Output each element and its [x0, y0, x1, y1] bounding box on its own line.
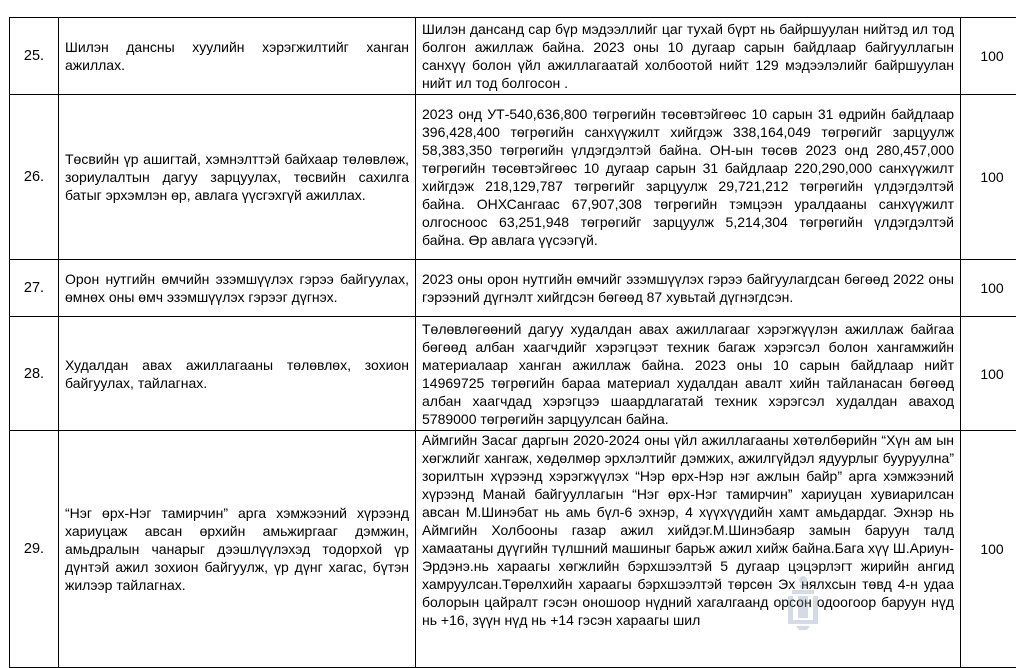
- result-text: 2023 онд УТ-540,636,800 төгрөгийн төсөвтэйгөөс 10 сарын 31 өдрийн байдлаар 396,428,400 төгрөгийн санхүүжилт хийгдэж 338,164,049 төгрөгийг зарцуулж 58,383,350 төгрөгийн үлдэгдэлтэй байна. ОН-ын төсөв 2023 онд 280,457,000 төгрөгийн төсөвтэйгөөс 10 дугаар сарын 31 байдлаар 220,290,000 санхүүжилт хийгдэж 218,129,787 төгрөгийг зарцуулж 29,721,212 төгрөгийн үлдэгдэлтэй байна. ОНХСангаас 67,907,308 төгрөгийн тэмцээн уралдааны санхүүжилт олгосноос 63,251,948 төгрөгийг зарцуулж 5,214,304 төгрөгийн үлдэгдэлтэй байна. Өр авлага үүсээгүй.: [422, 105, 954, 249]
- score-value: 100: [961, 431, 1016, 668]
- table-row: [10, 18, 1016, 95]
- result-text: Төлөвлөгөөний дагуу худалдан авах ажиллагааг хэрэгжүүлэн ажиллаж байгаа бөгөөд албан хаагчдийг хэрэгцээт техник багаж хэрэгсэл болон хангамжийн материалаар ханган ажиллаж байна. 2023 оны 10 сарын байдлаар нийт 14969725 төгрөгийн бараа материал худалдан авалт хийн тайланасан бөгөөд албан хаагчдад хэрэгцээ шаардлагатай техник хэрэгсэл худалдан аваход 5789000 төгрөгийн зарцуулсан байна.: [422, 320, 954, 428]
- row-number: 29.: [10, 431, 59, 668]
- score-value: 100: [961, 18, 1016, 95]
- score-value: 100: [961, 95, 1016, 260]
- result-text: Шилэн дансанд сар бүр мэдээллийг цаг тухай бүрт нь байршуулан нийтэд ил тод болгон ажиллаж байна. 2023 оны 10 дугаар сарын байдлаар байгууллагын санхүү болон үйл ажиллагаатай холбоотой нийт 129 мэдээлэлийг байршуулан нийт ил тод болгосон .: [422, 20, 954, 92]
- result-description: [416, 18, 961, 95]
- task-description: Шилэн дансны хуулийн хэрэгжилтийг ханган ажиллах.: [59, 18, 416, 95]
- result-description: [416, 431, 961, 668]
- task-description: “Нэг өрх-Нэг тамирчин” арга хэмжээний хүрээнд хариуцаж авсан өрхийн амьжиргааг дэмжин, амьдралын чанарыг дээшлүүлэхэд тодорхой үр дүнтэй ажил зохион байгуулж, үр дүнг хагас, бүтэн жилээр тайлагнах.: [59, 431, 416, 668]
- result-description: [416, 260, 961, 317]
- table-row: [10, 431, 1016, 668]
- task-description: Төсвийн үр ашигтай, хэмнэлттэй байхаар төлөвлөж, зориулалтын дагуу зарцуулах, төсвийн сахилга батыг эрхэмлэн өр, авлага үүсгэхгүй ажиллах.: [59, 95, 416, 260]
- result-description: [416, 95, 961, 260]
- row-number: 28.: [10, 317, 59, 431]
- score-value: 100: [961, 317, 1016, 431]
- result-description: [416, 317, 961, 431]
- table-row: [10, 317, 1016, 431]
- report-table: [9, 17, 1016, 668]
- seal-emblem: [788, 576, 818, 630]
- table-row: [10, 95, 1016, 260]
- seal-watermark-icon: [778, 572, 828, 632]
- row-number: 25.: [10, 18, 59, 95]
- row-number: 26.: [10, 95, 59, 260]
- task-description: Худалдан авах ажиллагааны төлөвлөх, зохион байгуулах, тайлагнах.: [59, 317, 416, 431]
- task-description: Орон нутгийн өмчийн эзэмшүүлэх гэрээ байгуулах, өмнөх оны өмч эзэмшүүлэх гэрээг дүгнэх.: [59, 260, 416, 317]
- result-text: 2023 оны орон нутгийн өмчийг эзэмшүүлэх гэрээ байгуулагдсан бөгөөд 2022 оны гэрээний дүгнэлт хийгдсэн бөгөөд 87 хувьтай дүгнэгдсэн.: [422, 270, 954, 306]
- table-row: [10, 260, 1016, 317]
- result-text: Аймгийн Засаг даргын 2020-2024 оны үйл ажиллагааны хөтөлбөрийн “Хүн ам ын хөгжлийг хангаж, хөдөлмөр эрхлэлтийг дэмжих, ажилгүйдэл ядуурлыг бууруулна” зорилтын хүрээнд хэрэгжүүлэх “Нэр өрх-Нэр нэг ажлын байр” арга хэмжээний хүрээнд Манай байгууллагын “Нэг өрх-Нэг тамирчин” хариуцан хувиарилсан авсан М.Шинэбат нь амь бүл-6 эхнэр, 4 хүүхүүдийн хамт амьдардаг. Эхнэр нь Аймгийн Холбооны газар ажил хийдэг.М.Шинэбаяр замын баруун талд хамаатаны дүүгийн түлшний машиныг барьж ажил хийж байна.Бага хүү Ш.Ариун-Эрдэнэ.нь хараагы хөгжлийн бэрхшээлтэй 5 дугаар цэцэрлэгт жирийн ангид хамруулсан.Төрөлхийн хараагы бэрхшээлтэй төрсөн Эх нялхсын төвд 4-н удаа болорын цайралт гэсэн оношоор нүдний хагалгаанд орсон одоогоор баруун нүд нь +16, зүүн нүд нь +14 гэсэн хараагы шил: [422, 431, 954, 629]
- row-number: 27.: [10, 260, 59, 317]
- score-value: 100: [961, 260, 1016, 317]
- result-text-clip: [422, 431, 954, 659]
